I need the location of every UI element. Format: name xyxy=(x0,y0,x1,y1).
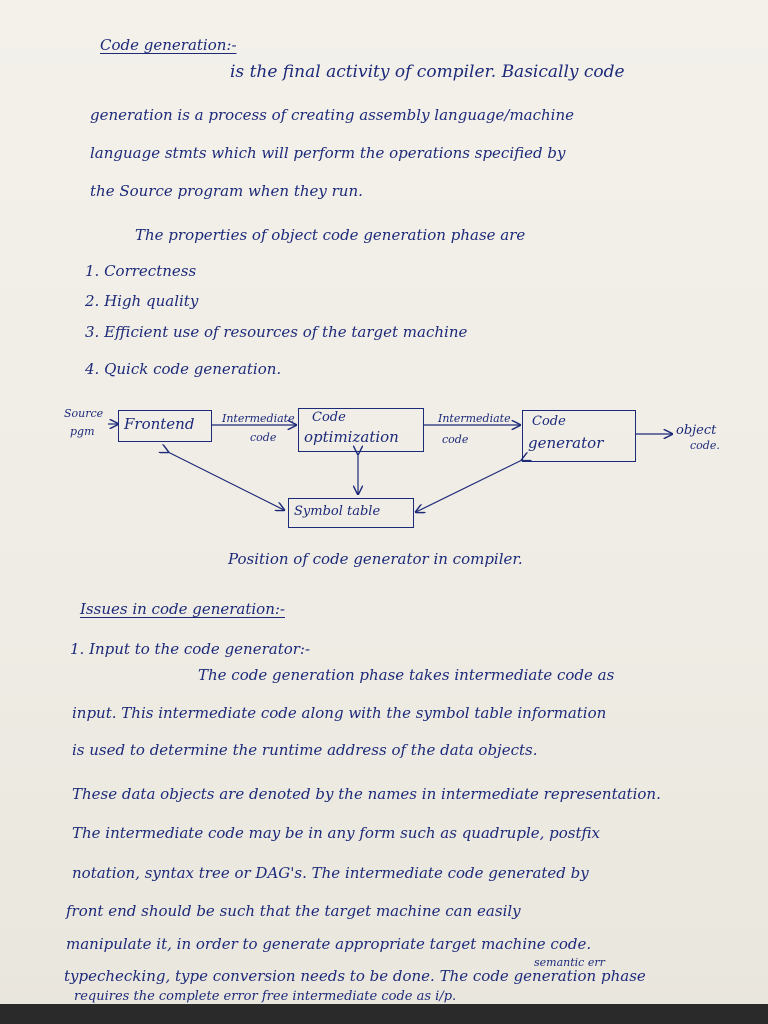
code-optimization-label-b: optimization xyxy=(304,428,399,446)
intro-line-2: generation is a process of creating assembly language/machine xyxy=(90,106,575,124)
source-program-label-1: Source xyxy=(64,407,104,420)
input-text-line-5: The intermediate code may be in any form such as quadruple, postfix xyxy=(72,824,600,842)
property-item: 3. Efficient use of resources of the target machine xyxy=(85,323,468,341)
frontend-label: Frontend xyxy=(124,415,195,433)
code-optimization-label-a: Code xyxy=(312,410,346,425)
margin-annotation: semantic err xyxy=(534,956,605,969)
input-heading: 1. Input to the code generator:- xyxy=(70,640,311,658)
input-text-line-1: The code generation phase takes intermediate code as xyxy=(198,666,615,684)
property-item: 1. Correctness xyxy=(85,262,197,280)
page-bottom-shadow xyxy=(0,1004,768,1024)
issues-heading: Issues in code generation:- xyxy=(80,600,285,618)
symbol-table-label: Symbol table xyxy=(294,504,381,519)
input-text-line-4: These data objects are denoted by the names in intermediate representation. xyxy=(72,785,661,803)
input-text-line-6: notation, syntax tree or DAG's. The intermediate code generated by xyxy=(72,864,589,882)
input-text-line-10: requires the complete error free intermediate code as i/p. xyxy=(74,989,457,1004)
source-program-label-2: pgm xyxy=(70,425,95,438)
input-text-line-8: manipulate it, in order to generate appropriate target machine code. xyxy=(66,935,592,953)
properties-intro: The properties of object code generation phase are xyxy=(135,226,526,244)
code-generator-label-b: generator xyxy=(528,434,604,452)
input-text-line-7: front end should be such that the target machine can easily xyxy=(66,902,521,920)
page-heading: Code generation:- xyxy=(100,36,237,54)
code-generator-label-a: Code xyxy=(532,414,566,429)
diagram-caption: Position of code generator in compiler. xyxy=(228,550,523,568)
input-text-line-9: typechecking, type conversion needs to be done. The code generation phase xyxy=(64,967,646,985)
input-text-line-2: input. This intermediate code along with the symbol table information xyxy=(72,704,607,722)
input-text-line-3: is used to determine the runtime address of the data objects. xyxy=(72,741,538,759)
object-code-label-b: code. xyxy=(690,439,720,452)
property-item: 2. High quality xyxy=(85,292,199,310)
arrow-frontend-symbol-table xyxy=(168,452,284,510)
property-item: 4. Quick code generation. xyxy=(85,360,282,378)
intermediate-code-2-label-b: code xyxy=(442,433,469,446)
intermediate-code-1-label-a: Intermediate xyxy=(222,412,295,425)
intro-line-4: the Source program when they run. xyxy=(90,182,363,200)
object-code-label-a: object xyxy=(676,423,717,438)
arrow-generator-symbol-table xyxy=(416,460,522,512)
intro-line-3: language stmts which will perform the operations specified by xyxy=(90,144,566,162)
intro-line-1: is the final activity of compiler. Basically code xyxy=(230,62,625,82)
intermediate-code-2-label-a: Intermediate xyxy=(438,412,511,425)
intermediate-code-1-label-b: code xyxy=(250,431,277,444)
